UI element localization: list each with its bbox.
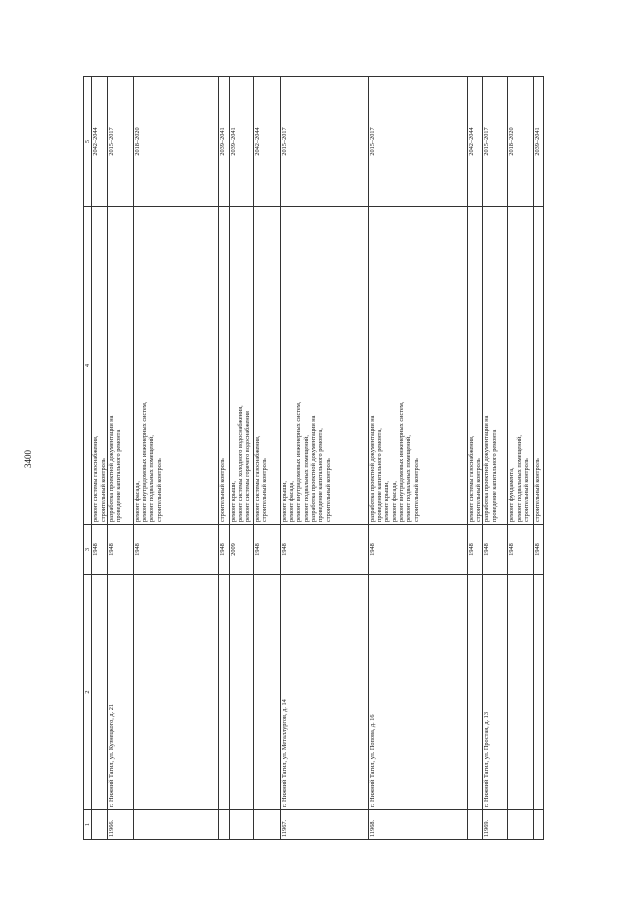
work-item: ремонт системы газоснабжения, <box>92 435 100 522</box>
address-cell <box>253 575 280 810</box>
table-row <box>534 77 544 840</box>
address-cell <box>133 575 218 810</box>
work-item: разработка проектной документации на <box>107 415 115 522</box>
table-row <box>280 77 368 840</box>
column-header: 5 <box>84 77 92 207</box>
work-item: строительный контроль <box>534 458 542 522</box>
work-item: строительный контроль <box>218 458 226 522</box>
works-cell <box>534 207 544 525</box>
work-item: строительный контроль <box>261 458 269 522</box>
capital-repair-table <box>83 76 544 840</box>
period-cell: 2042–2044 <box>92 77 108 207</box>
address-cell: г. Нижний Тагил, ул. Металлургов, д. 14 <box>280 575 368 810</box>
row-number-cell: 11967. <box>280 810 368 840</box>
table-header-row <box>84 77 92 840</box>
works-cell <box>133 207 218 525</box>
work-item: ремонт крыши, <box>280 480 288 522</box>
period-cell: 2018–2020 <box>508 77 534 207</box>
year-cell: 1948 <box>133 525 218 575</box>
works-cell <box>92 207 108 525</box>
year-cell: 1948 <box>534 525 544 575</box>
address-cell: г. Нижний Тагил, ул. Простая, д. 13 <box>483 575 508 810</box>
year-cell: 1948 <box>92 525 108 575</box>
work-item: ремонт фундамента, <box>508 467 516 522</box>
works-cell <box>368 207 467 525</box>
work-item: ремонт подвальных помещений, <box>515 435 523 522</box>
work-item: ремонт внутридомовых инженерных систем, <box>141 401 149 522</box>
address-cell <box>229 575 253 810</box>
work-item: разработка проектной документации на <box>310 415 318 522</box>
table-row <box>368 77 467 840</box>
work-item: ремонт фасада, <box>288 481 296 522</box>
works-cell <box>253 207 280 525</box>
work-item: разработка проектной документации на <box>483 415 491 522</box>
row-number-cell <box>218 810 229 840</box>
table-row <box>508 77 534 840</box>
row-number-cell: 11969. <box>483 810 508 840</box>
table-row <box>253 77 280 840</box>
work-item: проведение капитального ремонта, <box>376 428 384 522</box>
period-cell: 2015–2017 <box>368 77 467 207</box>
work-item: ремонт крыши, <box>383 480 391 522</box>
works-cell <box>508 207 534 525</box>
work-item: ремонт подвальных помещений, <box>302 435 310 522</box>
period-cell: 2018–2020 <box>133 77 218 207</box>
work-item: проведение капитального ремонта <box>115 429 123 522</box>
work-item: ремонт системы газоснабжения, <box>467 435 475 522</box>
period-cell: 2039–2041 <box>218 77 229 207</box>
row-number-cell <box>253 810 280 840</box>
year-cell: 1948 <box>253 525 280 575</box>
works-cell <box>483 207 508 525</box>
works-cell <box>280 207 368 525</box>
column-header: 2 <box>84 575 92 810</box>
works-cell <box>229 207 253 525</box>
table-row <box>467 77 483 840</box>
works-cell <box>467 207 483 525</box>
year-cell: 1948 <box>368 525 467 575</box>
address-cell <box>218 575 229 810</box>
work-item: строительный контроль <box>99 458 107 522</box>
work-item: ремонт системы холодного водоснабжения, <box>237 405 245 522</box>
work-item: ремонт крыши, <box>229 480 237 522</box>
work-item: ремонт внутридомовых инженерных систем, <box>295 401 303 522</box>
period-cell: 2039–2041 <box>229 77 253 207</box>
period-cell: 2042–2044 <box>467 77 483 207</box>
row-number-cell: 11966. <box>107 810 133 840</box>
address-cell <box>92 575 108 810</box>
work-item: строительный контроль <box>475 458 483 522</box>
work-item: строительный контроль <box>155 458 163 522</box>
table-row <box>218 77 229 840</box>
period-cell: 2015–2017 <box>280 77 368 207</box>
row-number-cell <box>92 810 108 840</box>
year-cell: 1948 <box>280 525 368 575</box>
rotated-page-content <box>83 77 542 840</box>
work-item: ремонт подвальных помещений, <box>405 435 413 522</box>
work-item: ремонт подвальных помещений, <box>148 435 156 522</box>
work-item: строительный контроль <box>523 458 531 522</box>
year-cell: 1948 <box>508 525 534 575</box>
table-row <box>229 77 253 840</box>
year-cell: 1948 <box>467 525 483 575</box>
table-row <box>133 77 218 840</box>
work-item: проведение капитального ремонта, <box>317 428 325 522</box>
table-row <box>92 77 108 840</box>
year-cell: 2009 <box>229 525 253 575</box>
row-number-cell <box>534 810 544 840</box>
column-header: 1 <box>84 810 92 840</box>
work-item: разработка проектной документации на <box>368 415 376 522</box>
table-row <box>483 77 508 840</box>
work-item: ремонт системы газоснабжения, <box>253 435 261 522</box>
works-cell <box>107 207 133 525</box>
period-cell: 2015–2017 <box>483 77 508 207</box>
address-cell <box>508 575 534 810</box>
row-number-cell <box>229 810 253 840</box>
period-cell: 2039–2041 <box>534 77 544 207</box>
work-item: ремонт системы горячего водоснабжения <box>244 411 252 522</box>
column-header: 3 <box>84 525 92 575</box>
work-item: ремонт внутридомовых инженерных систем, <box>398 401 406 522</box>
work-item: ремонт фасада, <box>133 481 141 522</box>
work-item: строительный контроль <box>412 458 420 522</box>
work-item: строительный контроль <box>324 458 332 522</box>
column-header: 4 <box>84 207 92 525</box>
row-number-cell <box>467 810 483 840</box>
year-cell: 1948 <box>107 525 133 575</box>
year-cell: 1948 <box>218 525 229 575</box>
row-number-cell: 11968. <box>368 810 467 840</box>
period-cell: 2015–2017 <box>107 77 133 207</box>
works-cell <box>218 207 229 525</box>
work-item: проведение капитального ремонта <box>490 429 498 522</box>
address-cell <box>467 575 483 810</box>
address-cell: г. Нижний Тагил, ул. Кузнецкого, д. 21 <box>107 575 133 810</box>
period-cell: 2042–2044 <box>253 77 280 207</box>
year-cell: 1948 <box>483 525 508 575</box>
address-cell: г. Нижний Тагил, ул. Попова, д. 16 <box>368 575 467 810</box>
work-item: ремонт фасада, <box>390 481 398 522</box>
row-number-cell <box>133 810 218 840</box>
page-number: 3400 <box>23 450 33 468</box>
row-number-cell <box>508 810 534 840</box>
table-row <box>107 77 133 840</box>
address-cell <box>534 575 544 810</box>
